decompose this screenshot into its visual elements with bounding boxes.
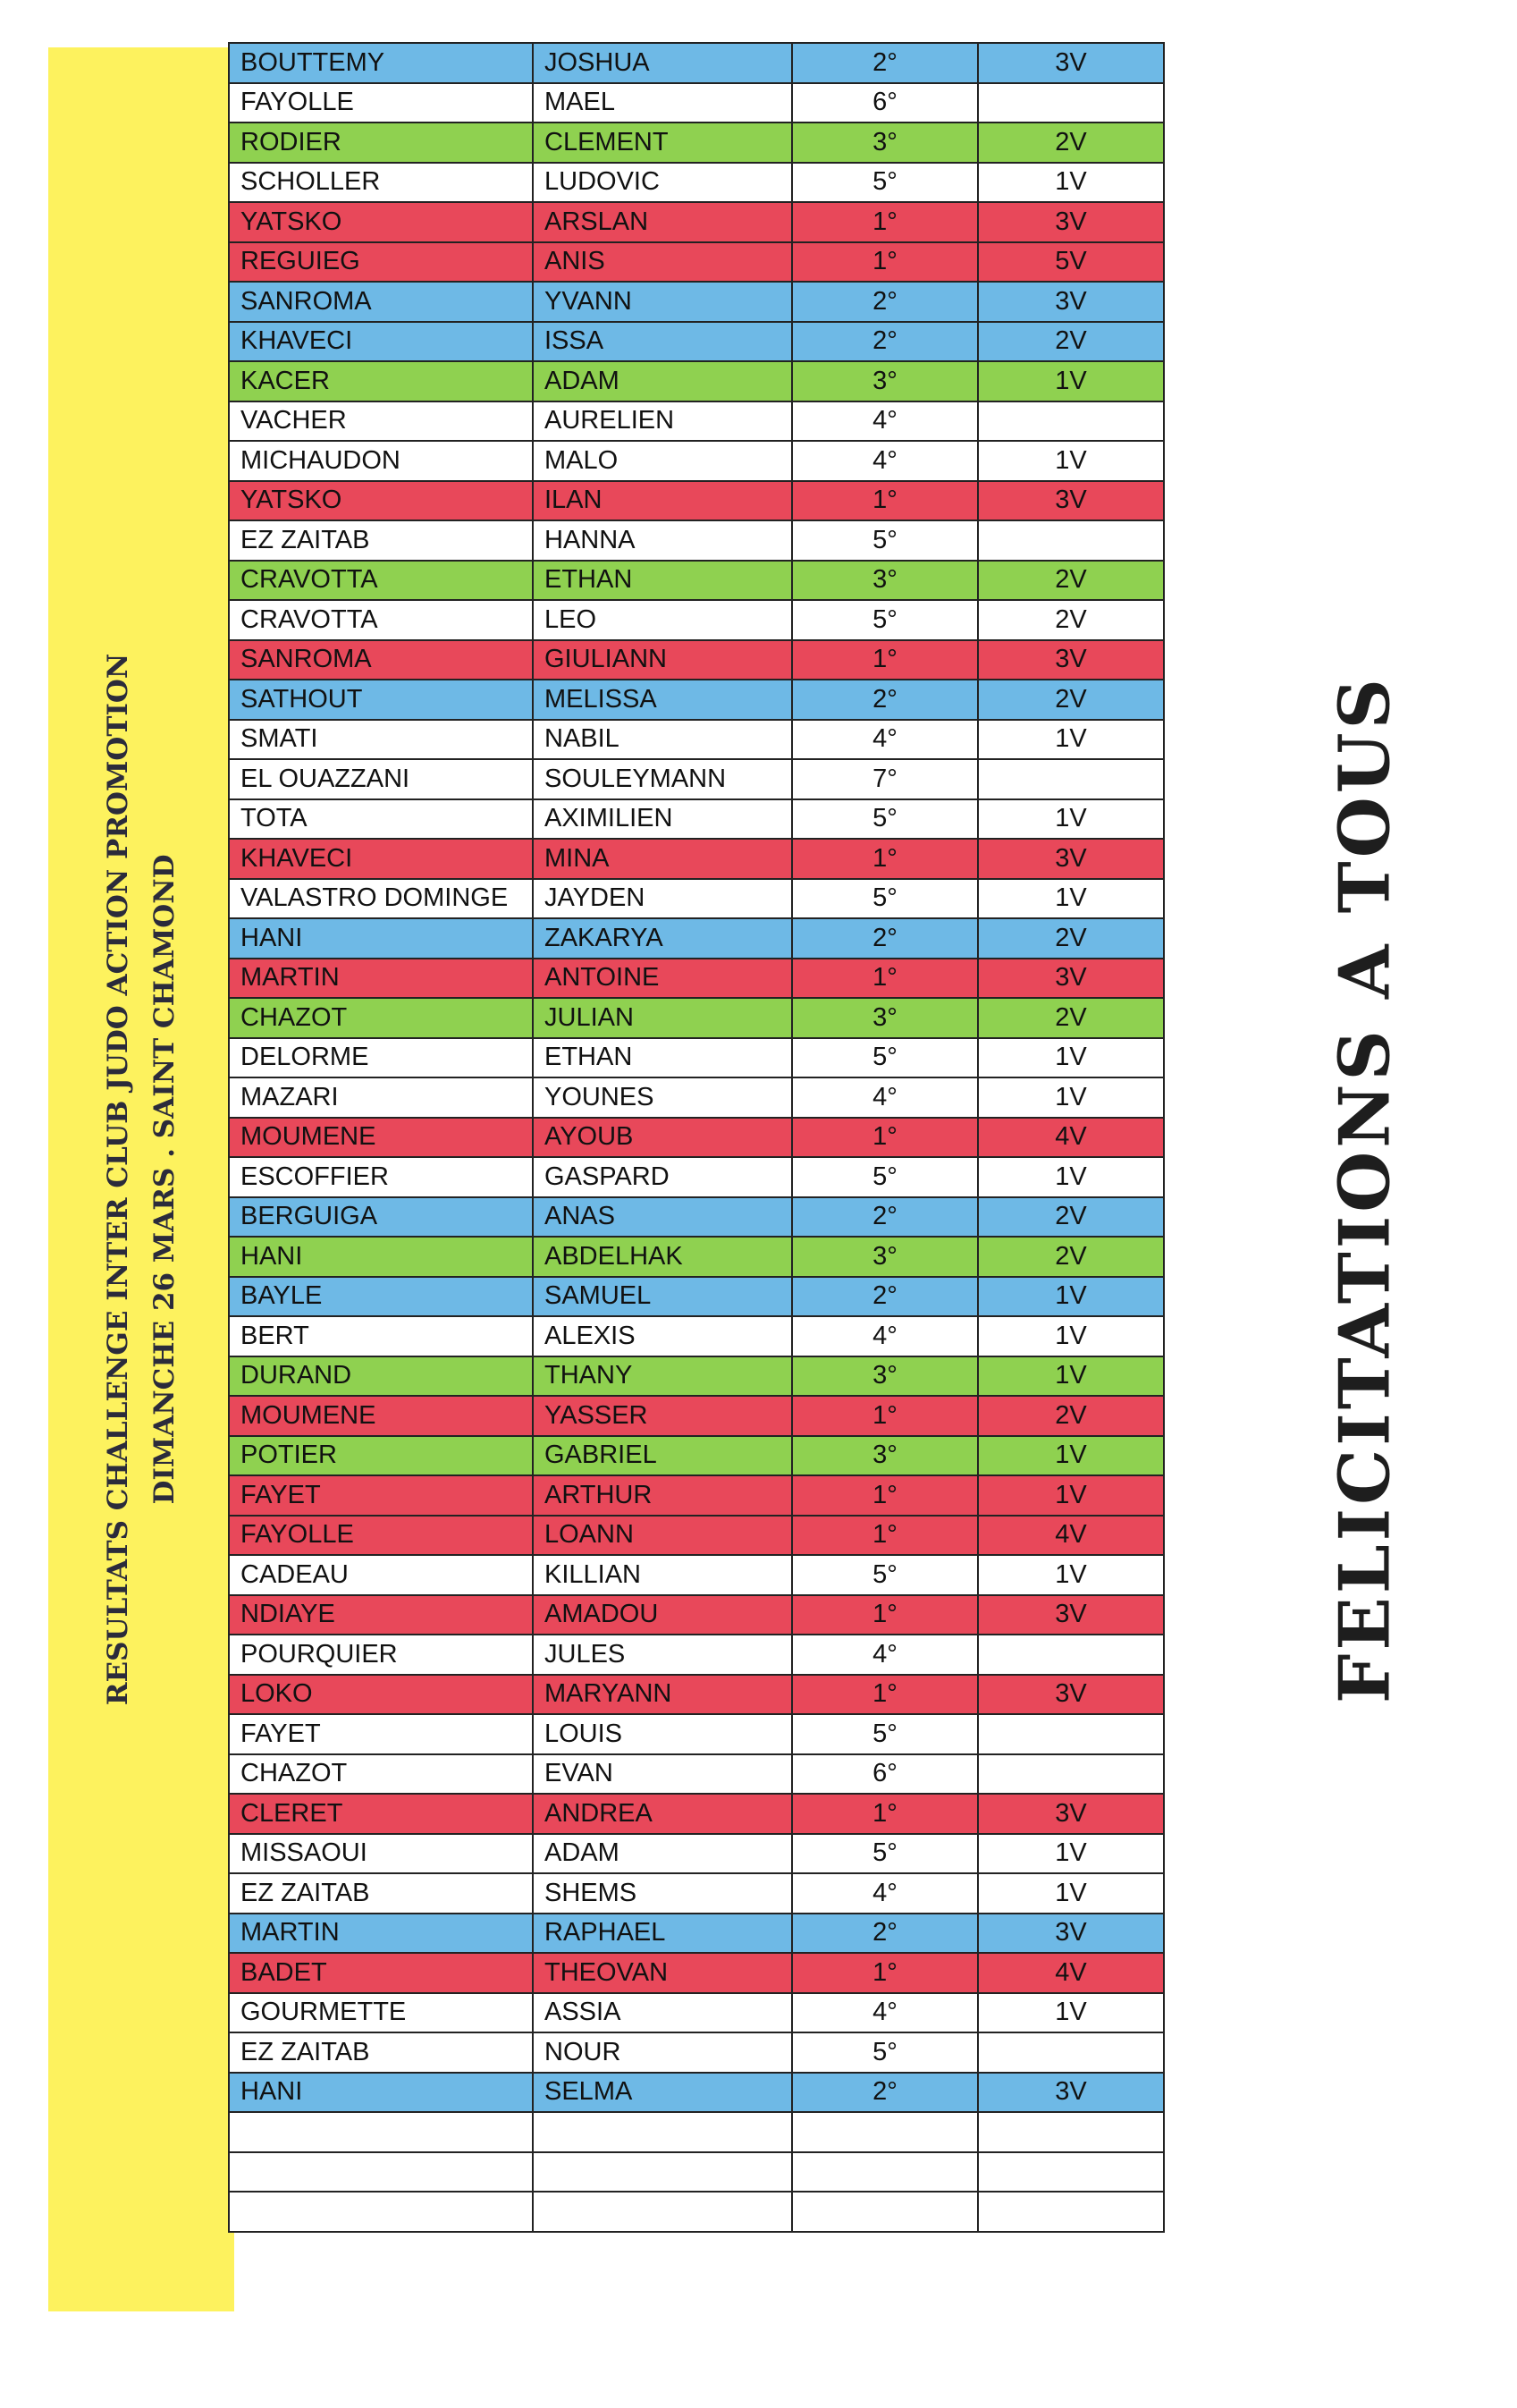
cell-place — [792, 2152, 978, 2193]
cell-place: 2° — [792, 322, 978, 362]
table-row — [229, 1197, 1164, 1238]
table-row — [229, 1436, 1164, 1476]
table-row — [229, 1754, 1164, 1795]
table-row — [229, 799, 1164, 840]
cell-first-name: SAMUEL — [533, 1277, 792, 1317]
cell-victories: 1V — [978, 1873, 1164, 1914]
cell-first-name: ALEXIS — [533, 1316, 792, 1356]
table-row — [229, 759, 1164, 799]
cell-last-name: FAYOLLE — [229, 83, 533, 123]
cell-last-name: KACER — [229, 361, 533, 401]
table-row — [229, 1993, 1164, 2033]
table-row — [229, 998, 1164, 1038]
cell-first-name: JAYDEN — [533, 879, 792, 919]
cell-first-name: JULES — [533, 1635, 792, 1675]
cell-victories — [978, 1635, 1164, 1675]
cell-last-name: SMATI — [229, 720, 533, 760]
cell-victories — [978, 2112, 1164, 2152]
cell-first-name: GIULIANN — [533, 640, 792, 680]
cell-first-name: ANAS — [533, 1197, 792, 1238]
table-row — [229, 1675, 1164, 1715]
cell-first-name: MAEL — [533, 83, 792, 123]
cell-victories — [978, 2152, 1164, 2193]
table-row — [229, 361, 1164, 401]
table-row — [229, 1237, 1164, 1277]
cell-place: 5° — [792, 879, 978, 919]
cell-first-name — [533, 2152, 792, 2193]
table-row — [229, 282, 1164, 322]
cell-victories: 3V — [978, 1794, 1164, 1834]
cell-last-name: BERT — [229, 1316, 533, 1356]
cell-place: 4° — [792, 720, 978, 760]
cell-victories — [978, 1714, 1164, 1754]
cell-first-name: ZAKARYA — [533, 918, 792, 959]
cell-place: 2° — [792, 282, 978, 322]
cell-victories: 2V — [978, 680, 1164, 720]
cell-victories: 2V — [978, 998, 1164, 1038]
cell-first-name: HANNA — [533, 520, 792, 561]
cell-last-name: YATSKO — [229, 202, 533, 242]
cell-place: 1° — [792, 242, 978, 283]
cell-last-name: FAYOLLE — [229, 1516, 533, 1556]
cell-first-name: ARTHUR — [533, 1475, 792, 1516]
table-row — [229, 1038, 1164, 1078]
table-row — [229, 43, 1164, 83]
cell-place: 5° — [792, 520, 978, 561]
cell-place: 1° — [792, 640, 978, 680]
table-row — [229, 1873, 1164, 1914]
cell-last-name: EZ ZAITAB — [229, 1873, 533, 1914]
cell-last-name: VACHER — [229, 401, 533, 442]
cell-last-name: EZ ZAITAB — [229, 2032, 533, 2073]
cell-victories: 4V — [978, 1516, 1164, 1556]
cell-place: 2° — [792, 2073, 978, 2113]
cell-place: 3° — [792, 1436, 978, 1476]
cell-last-name: KHAVECI — [229, 322, 533, 362]
cell-last-name: CRAVOTTA — [229, 561, 533, 601]
cell-victories: 2V — [978, 918, 1164, 959]
table-row — [229, 123, 1164, 163]
table-row — [229, 1277, 1164, 1317]
cell-last-name: EZ ZAITAB — [229, 520, 533, 561]
cell-victories: 3V — [978, 202, 1164, 242]
cell-victories: 4V — [978, 1118, 1164, 1158]
cell-first-name: ARSLAN — [533, 202, 792, 242]
cell-victories: 1V — [978, 163, 1164, 203]
cell-victories: 2V — [978, 600, 1164, 640]
cell-place: 5° — [792, 1714, 978, 1754]
cell-place: 4° — [792, 1077, 978, 1118]
cell-victories: 1V — [978, 1436, 1164, 1476]
cell-first-name: AURELIEN — [533, 401, 792, 442]
cell-last-name — [229, 2152, 533, 2193]
cell-place: 1° — [792, 1396, 978, 1436]
table-row — [229, 839, 1164, 879]
congratulations-text: FELICITATIONS A TOUS — [1324, 674, 1406, 1704]
cell-last-name: SCHOLLER — [229, 163, 533, 203]
cell-place: 4° — [792, 1993, 978, 2033]
cell-first-name — [533, 2192, 792, 2232]
cell-last-name: YATSKO — [229, 481, 533, 521]
cell-victories: 1V — [978, 1157, 1164, 1197]
cell-victories: 1V — [978, 1038, 1164, 1078]
table-row — [229, 242, 1164, 283]
cell-place: 4° — [792, 1635, 978, 1675]
cell-first-name: ADAM — [533, 1834, 792, 1874]
table-row — [229, 918, 1164, 959]
table-row — [229, 2112, 1164, 2152]
cell-victories: 1V — [978, 1993, 1164, 2033]
cell-victories: 3V — [978, 282, 1164, 322]
cell-place: 1° — [792, 1118, 978, 1158]
cell-last-name: CHAZOT — [229, 998, 533, 1038]
table-row — [229, 2192, 1164, 2232]
cell-place: 5° — [792, 1555, 978, 1595]
cell-victories: 1V — [978, 1077, 1164, 1118]
cell-place: 1° — [792, 839, 978, 879]
cell-last-name: BAYLE — [229, 1277, 533, 1317]
cell-place: 2° — [792, 1197, 978, 1238]
cell-place: 7° — [792, 759, 978, 799]
cell-victories: 3V — [978, 2073, 1164, 2113]
table-row — [229, 163, 1164, 203]
cell-last-name: FAYET — [229, 1714, 533, 1754]
cell-victories: 1V — [978, 441, 1164, 481]
cell-victories: 3V — [978, 1595, 1164, 1635]
cell-place: 3° — [792, 361, 978, 401]
cell-place: 2° — [792, 680, 978, 720]
cell-first-name: KILLIAN — [533, 1555, 792, 1595]
cell-last-name: MICHAUDON — [229, 441, 533, 481]
table-row — [229, 1316, 1164, 1356]
cell-place: 5° — [792, 799, 978, 840]
cell-last-name: POTIER — [229, 1436, 533, 1476]
cell-place: 5° — [792, 1157, 978, 1197]
cell-last-name: MAZARI — [229, 1077, 533, 1118]
cell-victories: 1V — [978, 799, 1164, 840]
cell-place: 3° — [792, 561, 978, 601]
cell-first-name: LOANN — [533, 1516, 792, 1556]
cell-first-name: SHEMS — [533, 1873, 792, 1914]
cell-victories: 3V — [978, 481, 1164, 521]
cell-victories: 1V — [978, 879, 1164, 919]
cell-victories: 2V — [978, 123, 1164, 163]
cell-first-name: LUDOVIC — [533, 163, 792, 203]
cell-last-name: DURAND — [229, 1356, 533, 1397]
cell-place: 3° — [792, 123, 978, 163]
cell-victories — [978, 83, 1164, 123]
cell-first-name: NABIL — [533, 720, 792, 760]
cell-last-name: BERGUIGA — [229, 1197, 533, 1238]
cell-last-name — [229, 2112, 533, 2152]
table-row — [229, 600, 1164, 640]
results-table — [228, 42, 1165, 2233]
cell-first-name: YASSER — [533, 1396, 792, 1436]
cell-victories — [978, 2032, 1164, 2073]
cell-last-name: MISSAOUI — [229, 1834, 533, 1874]
cell-victories: 1V — [978, 1356, 1164, 1397]
cell-victories: 3V — [978, 640, 1164, 680]
cell-first-name: GASPARD — [533, 1157, 792, 1197]
table-row — [229, 1635, 1164, 1675]
cell-last-name: CHAZOT — [229, 1754, 533, 1795]
cell-last-name: TOTA — [229, 799, 533, 840]
cell-first-name: RAPHAEL — [533, 1914, 792, 1954]
table-row — [229, 1077, 1164, 1118]
cell-place: 3° — [792, 998, 978, 1038]
table-row — [229, 959, 1164, 999]
table-row — [229, 2152, 1164, 2193]
cell-victories: 2V — [978, 1396, 1164, 1436]
cell-first-name: AYOUB — [533, 1118, 792, 1158]
cell-first-name: LOUIS — [533, 1714, 792, 1754]
table-row — [229, 1555, 1164, 1595]
cell-last-name: LOKO — [229, 1675, 533, 1715]
cell-first-name: LEO — [533, 600, 792, 640]
cell-place: 2° — [792, 1277, 978, 1317]
cell-first-name: ILAN — [533, 481, 792, 521]
cell-first-name: ISSA — [533, 322, 792, 362]
cell-place: 1° — [792, 1953, 978, 1993]
cell-place: 1° — [792, 1595, 978, 1635]
cell-first-name: AXIMILIEN — [533, 799, 792, 840]
cell-place: 5° — [792, 163, 978, 203]
cell-first-name: ANDREA — [533, 1794, 792, 1834]
cell-first-name: JULIAN — [533, 998, 792, 1038]
cell-last-name: HANI — [229, 918, 533, 959]
table-row — [229, 561, 1164, 601]
table-row — [229, 202, 1164, 242]
table-row — [229, 680, 1164, 720]
cell-last-name: NDIAYE — [229, 1595, 533, 1635]
cell-place: 5° — [792, 1834, 978, 1874]
cell-last-name: MARTIN — [229, 1914, 533, 1954]
cell-victories: 3V — [978, 839, 1164, 879]
cell-last-name: BADET — [229, 1953, 533, 1993]
cell-last-name: SANROMA — [229, 640, 533, 680]
cell-place: 1° — [792, 202, 978, 242]
cell-victories: 1V — [978, 361, 1164, 401]
cell-victories: 3V — [978, 1675, 1164, 1715]
cell-place: 5° — [792, 1038, 978, 1078]
cell-place: 1° — [792, 1516, 978, 1556]
cell-place: 5° — [792, 2032, 978, 2073]
table-row — [229, 1118, 1164, 1158]
cell-victories: 3V — [978, 1914, 1164, 1954]
table-row — [229, 441, 1164, 481]
cell-last-name — [229, 2192, 533, 2232]
cell-first-name: ANTOINE — [533, 959, 792, 999]
cell-place: 1° — [792, 1675, 978, 1715]
cell-victories: 1V — [978, 1277, 1164, 1317]
cell-place: 4° — [792, 1873, 978, 1914]
cell-victories — [978, 2192, 1164, 2232]
table-row — [229, 1157, 1164, 1197]
table-row — [229, 481, 1164, 521]
side-title-line-2: DIMANCHE 26 MARS . SAINT CHAMOND — [148, 854, 181, 1505]
table-row — [229, 1914, 1164, 1954]
cell-victories: 1V — [978, 1316, 1164, 1356]
table-row — [229, 1953, 1164, 1993]
cell-first-name: YOUNES — [533, 1077, 792, 1118]
cell-victories: 2V — [978, 1197, 1164, 1238]
cell-last-name: CRAVOTTA — [229, 600, 533, 640]
cell-first-name: THANY — [533, 1356, 792, 1397]
table-row — [229, 640, 1164, 680]
cell-last-name: CLERET — [229, 1794, 533, 1834]
cell-last-name: MARTIN — [229, 959, 533, 999]
cell-place: 1° — [792, 1475, 978, 1516]
cell-last-name: BOUTTEMY — [229, 43, 533, 83]
cell-last-name: MOUMENE — [229, 1118, 533, 1158]
cell-last-name: FAYET — [229, 1475, 533, 1516]
cell-place: 5° — [792, 600, 978, 640]
cell-first-name: MELISSA — [533, 680, 792, 720]
cell-victories: 1V — [978, 1555, 1164, 1595]
cell-first-name: NOUR — [533, 2032, 792, 2073]
cell-first-name: ANIS — [533, 242, 792, 283]
cell-first-name: SELMA — [533, 2073, 792, 2113]
cell-victories: 5V — [978, 242, 1164, 283]
cell-first-name: MARYANN — [533, 1675, 792, 1715]
cell-place: 4° — [792, 1316, 978, 1356]
cell-last-name: POURQUIER — [229, 1635, 533, 1675]
cell-first-name: SOULEYMANN — [533, 759, 792, 799]
cell-place: 2° — [792, 918, 978, 959]
table-row — [229, 1396, 1164, 1436]
table-row — [229, 2032, 1164, 2073]
cell-victories: 2V — [978, 322, 1164, 362]
cell-last-name: VALASTRO DOMINGE — [229, 879, 533, 919]
cell-last-name: EL OUAZZANI — [229, 759, 533, 799]
cell-victories: 4V — [978, 1953, 1164, 1993]
cell-first-name: THEOVAN — [533, 1953, 792, 1993]
side-title — [95, 285, 188, 2074]
table-row — [229, 720, 1164, 760]
table-row — [229, 83, 1164, 123]
cell-last-name: SATHOUT — [229, 680, 533, 720]
table-row — [229, 1475, 1164, 1516]
cell-victories — [978, 520, 1164, 561]
cell-place: 2° — [792, 43, 978, 83]
cell-last-name: HANI — [229, 1237, 533, 1277]
cell-place: 1° — [792, 959, 978, 999]
cell-first-name: ETHAN — [533, 561, 792, 601]
cell-victories — [978, 759, 1164, 799]
cell-victories: 1V — [978, 1475, 1164, 1516]
table-row — [229, 1714, 1164, 1754]
table-row — [229, 1834, 1164, 1874]
cell-last-name: ESCOFFIER — [229, 1157, 533, 1197]
cell-victories: 3V — [978, 43, 1164, 83]
cell-last-name: REGUIEG — [229, 242, 533, 283]
cell-first-name: AMADOU — [533, 1595, 792, 1635]
side-title-line-1: RESULTATS CHALLENGE INTER CLUB JUDO ACTION PROMOTION — [102, 653, 134, 1706]
cell-place — [792, 2192, 978, 2232]
table-row — [229, 1794, 1164, 1834]
cell-first-name: YVANN — [533, 282, 792, 322]
cell-victories — [978, 401, 1164, 442]
cell-place: 1° — [792, 481, 978, 521]
cell-place: 6° — [792, 1754, 978, 1795]
cell-first-name: ADAM — [533, 361, 792, 401]
cell-last-name: CADEAU — [229, 1555, 533, 1595]
cell-last-name: KHAVECI — [229, 839, 533, 879]
cell-first-name: MINA — [533, 839, 792, 879]
table-row — [229, 879, 1164, 919]
cell-place — [792, 2112, 978, 2152]
table-row — [229, 2073, 1164, 2113]
cell-place: 4° — [792, 441, 978, 481]
cell-last-name: SANROMA — [229, 282, 533, 322]
cell-first-name: ETHAN — [533, 1038, 792, 1078]
cell-victories: 1V — [978, 1834, 1164, 1874]
cell-place: 6° — [792, 83, 978, 123]
cell-first-name: GABRIEL — [533, 1436, 792, 1476]
cell-first-name: JOSHUA — [533, 43, 792, 83]
cell-victories: 2V — [978, 1237, 1164, 1277]
table-row — [229, 401, 1164, 442]
table-row — [229, 1595, 1164, 1635]
table-row — [229, 520, 1164, 561]
table-row — [229, 1356, 1164, 1397]
cell-last-name: HANI — [229, 2073, 533, 2113]
cell-place: 1° — [792, 1794, 978, 1834]
cell-place: 3° — [792, 1356, 978, 1397]
cell-first-name: CLEMENT — [533, 123, 792, 163]
cell-first-name: MALO — [533, 441, 792, 481]
results-table-body — [229, 43, 1164, 2232]
cell-place: 2° — [792, 1914, 978, 1954]
table-row — [229, 1516, 1164, 1556]
cell-victories: 2V — [978, 561, 1164, 601]
cell-last-name: GOURMETTE — [229, 1993, 533, 2033]
cell-last-name: DELORME — [229, 1038, 533, 1078]
cell-victories: 1V — [978, 720, 1164, 760]
cell-first-name: EVAN — [533, 1754, 792, 1795]
cell-last-name: MOUMENE — [229, 1396, 533, 1436]
cell-victories: 3V — [978, 959, 1164, 999]
cell-first-name — [533, 2112, 792, 2152]
cell-place: 3° — [792, 1237, 978, 1277]
cell-first-name: ASSIA — [533, 1993, 792, 2033]
cell-place: 4° — [792, 401, 978, 442]
cell-last-name: RODIER — [229, 123, 533, 163]
table-row — [229, 322, 1164, 362]
cell-first-name: ABDELHAK — [533, 1237, 792, 1277]
cell-victories — [978, 1754, 1164, 1795]
